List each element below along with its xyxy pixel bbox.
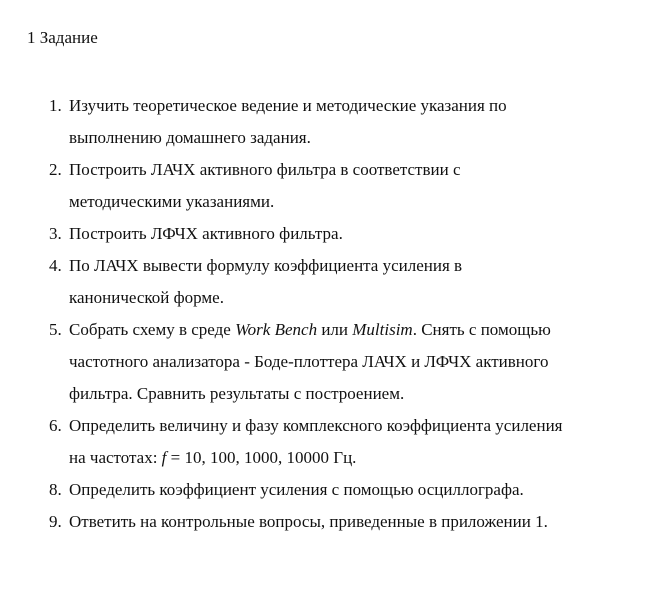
task-item-6 (0, 410, 662, 474)
task-text-fragment: или (317, 320, 353, 339)
task-item-5 (0, 314, 662, 410)
task-text-line: частотного анализатора - Боде-плоттера ЛАЧХ и ЛФЧХ активного (69, 352, 549, 371)
task-number: 1. (49, 96, 62, 115)
software-name-workbench: Work Bench (235, 320, 318, 339)
frequency-variable: f (161, 448, 167, 467)
task-text-line: фильтра. Сравнить результаты с построением. (69, 384, 405, 403)
task-number: 3. (49, 224, 62, 243)
task-text-line (0, 442, 662, 474)
task-text-line: Построить ЛАЧХ активного фильтра в соответствии с (69, 160, 461, 179)
task-item-1 (0, 90, 662, 154)
task-text-fragment: = 10, 100, 1000, 10000 Гц. (166, 448, 357, 467)
task-number: 5. (49, 320, 62, 339)
task-item-3 (0, 218, 662, 250)
task-text-fragment: на частотах: (69, 448, 162, 467)
task-text-line: Изучить теоретическое ведение и методические указания по (69, 96, 507, 115)
task-text-fragment: Собрать схему в среде (69, 320, 236, 339)
task-number: 6. (49, 416, 62, 435)
task-text-line: выполнению домашнего задания. (69, 128, 311, 147)
task-text-fragment: . Снять с помощью (412, 320, 551, 339)
task-text-line: канонической форме. (69, 288, 224, 307)
task-text-line: Определить величину и фазу комплексного коэффициента усиления (69, 416, 563, 435)
task-item-8 (0, 474, 662, 506)
task-text-line: Определить коэффициент усиления с помощью осциллографа. (69, 480, 524, 499)
task-item-4 (0, 250, 662, 314)
task-text-line: Ответить на контрольные вопросы, приведенные в приложении 1. (69, 512, 548, 531)
task-number: 8. (49, 480, 62, 499)
section-heading: 1 Задание (27, 28, 98, 47)
task-text-line: Построить ЛФЧХ активного фильтра. (69, 224, 343, 243)
task-number: 2. (49, 160, 62, 179)
task-text-line: методическими указаниями. (69, 192, 275, 211)
task-number: 4. (49, 256, 62, 275)
software-name-multisim: Multisim (352, 320, 413, 339)
task-item-2 (0, 154, 662, 218)
task-number: 9. (49, 512, 62, 531)
task-text-line: По ЛАЧХ вывести формулу коэффициента усиления в (69, 256, 463, 275)
task-text-line (0, 314, 662, 346)
task-list (0, 90, 662, 538)
task-item-9 (0, 506, 662, 538)
